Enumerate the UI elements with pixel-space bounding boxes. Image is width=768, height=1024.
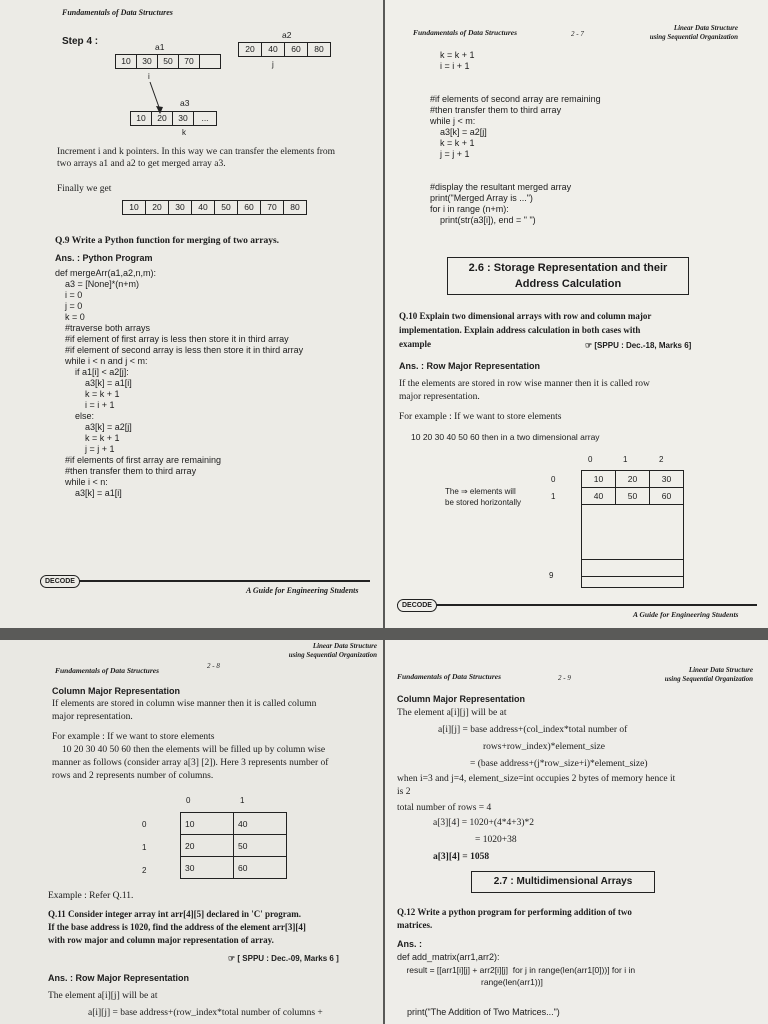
when-line: when i=3 and j=4, element_size=int occupies 2 bytes of memory hence it	[397, 774, 676, 784]
para-increment: Increment i and k pointers. In this way we can transfer the elements from	[57, 147, 336, 157]
code-line: a3[k] = a1[i]	[55, 488, 122, 498]
para-elements: 10 20 30 40 50 60 then the elements will be filled up by column wise	[62, 745, 326, 755]
example-refer: Example : Refer Q.11.	[48, 891, 134, 901]
table-row: 30 60	[181, 857, 287, 879]
col-index-1: 1	[240, 796, 245, 805]
section-title: Column Major Representation	[397, 694, 526, 704]
code-listing	[55, 268, 303, 499]
sppu-reference: ☞ [ SPPU : Dec.-09, Marks 6 ]	[228, 954, 339, 963]
para-example: For example : If we want to store elements	[52, 732, 215, 742]
para-merge: two arrays a1 and a2 to get merged array a3.	[57, 159, 226, 169]
header-right: Linear Data Structure using Sequential Organization	[288, 642, 377, 659]
page-2-9	[385, 640, 768, 1024]
answer-label: Ans. : Row Major Representation	[48, 973, 190, 983]
para-example: For example : If we want to store elements	[399, 412, 562, 422]
code-line: print("Merged Array is ...")	[420, 193, 533, 203]
question-q12-line1: Q.12 Write a python program for performing addition of two	[397, 907, 632, 917]
row-major-line1: The element a[i][j] will be at	[48, 991, 158, 1001]
table-row: 10 20 30	[582, 471, 684, 488]
col-major-table	[180, 812, 287, 879]
code-line: while i < n and j < m:	[55, 356, 148, 366]
code-line	[420, 160, 601, 182]
code-listing	[420, 50, 601, 226]
header-right: Linear Data Structure using Sequential Organization	[664, 666, 753, 683]
page-number: 2 - 8	[207, 662, 220, 670]
header-left: Fundamentals of Data Structures	[413, 28, 517, 37]
question-q10-line3: example	[399, 339, 431, 349]
section-heading-2-7: 2.7 : Multidimensional Arrays	[471, 871, 655, 893]
row-index-0: 0	[142, 820, 147, 829]
table-row: 10 40	[181, 813, 287, 835]
question-q10-line1: Q.10 Explain two dimensional arrays with row and column major	[399, 311, 652, 321]
code-line: k = k + 1	[420, 138, 475, 148]
header-left: Fundamentals of Data Structures	[397, 672, 501, 681]
a3-label: a3	[180, 98, 190, 108]
code-line: j = 0	[55, 301, 83, 311]
col-index-2: 2	[659, 455, 664, 464]
code-line: #if element of first array is less then store it in third array	[55, 334, 289, 344]
code-line: while i < n:	[55, 477, 108, 487]
col-index-0: 0	[588, 455, 593, 464]
page-number: 2 - 7	[571, 30, 584, 38]
code-line: else:	[55, 411, 95, 421]
header-left: Fundamentals of Data Structures	[62, 8, 173, 17]
row-index-0: 0	[551, 475, 556, 484]
col-major-formula-cont: rows+row_index)*element_size	[483, 742, 605, 752]
table-row: 20 50	[181, 835, 287, 857]
row-index-9: 9	[549, 571, 554, 580]
code-line: result = [[arr1[i][j] + arr2[i][j] for j in range(len(arr1[0]))] for i in	[397, 965, 636, 975]
sppu-reference: ☞ [SPPU : Dec.-18, Marks 6]	[585, 341, 692, 350]
array-a2: 20 40 60 80	[238, 42, 331, 57]
code-line: a3[k] = a1[i]	[55, 378, 132, 388]
row-index-1: 1	[142, 843, 147, 852]
code-line: def mergeArr(a1,a2,n,m):	[55, 268, 157, 278]
col-major-formula: a[i][j] = base address+(col_index*total number of	[438, 725, 628, 735]
table-row: 40 50 60	[582, 488, 684, 505]
i-pointer: i	[148, 72, 150, 81]
page-2-8	[0, 640, 383, 1024]
question-q11-line3: with row major and column major representation of array.	[48, 935, 274, 945]
code-line: if a1[i] < a2[j]:	[55, 367, 129, 377]
code-line	[420, 72, 601, 94]
code-line: k = k + 1	[55, 389, 120, 399]
table-row	[582, 560, 684, 577]
para-col-major-1: If elements are stored in column wise manner then it is called column	[52, 699, 317, 709]
answer-label: Ans. : Python Program	[55, 253, 153, 263]
decode-logo: DECODE	[40, 575, 80, 588]
col-major-formula-simplified: = (base address+(j*row_size+i)*element_size)	[470, 759, 648, 769]
footer-text: A Guide for Engineering Students	[246, 586, 359, 595]
code-line: #display the resultant merged array	[420, 182, 572, 192]
para-rows: rows and 2 represents number of columns.	[52, 771, 214, 781]
code-line: a3[k] = a2[j]	[55, 422, 132, 432]
total-rows: total number of rows = 4	[397, 803, 492, 813]
code-line: for i in range (n+m):	[420, 204, 509, 214]
answer-label: Ans. :	[397, 939, 423, 949]
code-line: print("The Addition of Two Matrices...")	[397, 1007, 560, 1017]
code-line: k = k + 1	[55, 433, 120, 443]
code-line: #then transfer them to third array	[420, 105, 562, 115]
code-line: range(len(arr1))]	[481, 977, 543, 987]
calc-step1: a[3][4] = 1020+(4*4+3)*2	[433, 818, 535, 828]
array-merged: 10 20 30 40 50 60 70 80	[122, 200, 307, 215]
code-line: def add_matrix(arr1,arr2):	[397, 952, 500, 962]
page-2-7	[385, 0, 768, 628]
k-pointer: k	[182, 128, 186, 137]
code-line: i = 0	[55, 290, 83, 300]
when-line-cont: is 2	[397, 787, 411, 797]
footer-rule	[397, 604, 757, 606]
footer-rule	[40, 580, 370, 582]
section-heading-2-6: 2.6 : Storage Representation and their Address Calculation	[447, 257, 689, 295]
para-finally: Finally we get	[57, 184, 112, 194]
col-index-1: 1	[623, 455, 628, 464]
col-major-line1: The element a[i][j] will be at	[397, 708, 507, 718]
row-major-table	[581, 470, 684, 588]
a1-label: a1	[155, 42, 165, 52]
row-index-1: 1	[551, 492, 556, 501]
step-label: Step 4 :	[62, 36, 99, 47]
question-q9: Q.9 Write a Python function for merging of two arrays.	[55, 236, 280, 246]
code-line: j = j + 1	[420, 149, 470, 159]
para-row-major-1: If the elements are stored in row wise manner then it is called row	[399, 379, 650, 389]
col-index-0: 0	[186, 796, 191, 805]
code-line: i = i + 1	[55, 400, 115, 410]
code-line: #then transfer them to third array	[55, 466, 197, 476]
decode-logo: DECODE	[397, 599, 437, 612]
answer-label: Ans. : Row Major Representation	[399, 361, 541, 371]
question-q11-line2: If the base address is 1020, find the address of the element arr[3][4]	[48, 922, 306, 932]
row-index-2: 2	[142, 866, 147, 875]
code-line: #if elements of first array are remaining	[55, 455, 222, 465]
code-line: j = j + 1	[55, 444, 115, 454]
calc-step2: = 1020+38	[475, 835, 517, 845]
code-line: while j < m:	[420, 116, 476, 126]
row-major-formula: a[i][j] = base address+(row_index*total number of columns +	[88, 1008, 323, 1018]
code-line: print(str(a3[i]), end = " ")	[420, 215, 536, 225]
question-q11-line1: Q.11 Consider integer array int arr[4][5] declared in 'C' program.	[48, 909, 302, 919]
question-q10-line2: implementation. Explain address calculation in both cases with	[399, 325, 641, 335]
code-line: #traverse both arrays	[55, 323, 151, 333]
code-line: i = i + 1	[420, 61, 470, 71]
para-row-major-2: major representation.	[399, 392, 480, 402]
section-title: Column Major Representation	[52, 686, 181, 696]
j-pointer: j	[272, 60, 274, 69]
code-line: #if elements of second array are remaining	[420, 94, 601, 104]
code-line: k = k + 1	[420, 50, 475, 60]
question-q12-line2: matrices.	[397, 920, 433, 930]
table-row	[582, 577, 684, 588]
a2-label: a2	[282, 30, 292, 40]
code-line: a3[k] = a2[j]	[420, 127, 487, 137]
elements-list: 10 20 30 40 50 60 then in a two dimensional array	[411, 432, 600, 442]
para-col-major-2: major representation.	[52, 712, 133, 722]
code-line: #if element of second array is less then store it in third array	[55, 345, 304, 355]
page-number: 2 - 9	[558, 674, 571, 682]
array-a1: 10 30 50 70	[115, 54, 221, 69]
para-manner: manner as follows (consider array a[3] [2]). Here 3 represents number of	[52, 758, 329, 768]
code-line: a3 = [None]*(n+m)	[55, 279, 140, 289]
calc-result: a[3][4] = 1058	[433, 852, 490, 862]
header-right: Linear Data Structure using Sequential Organization	[649, 24, 738, 41]
code-line: k = 0	[55, 312, 85, 322]
header-left: Fundamentals of Data Structures	[55, 666, 159, 675]
stored-note: The ⇒ elements will be stored horizontally	[445, 487, 522, 507]
table-row	[582, 505, 684, 560]
array-a3: 10 20 30 ...	[130, 111, 217, 126]
footer-text: A Guide for Engineering Students	[633, 610, 739, 619]
page-2-6	[0, 0, 383, 628]
